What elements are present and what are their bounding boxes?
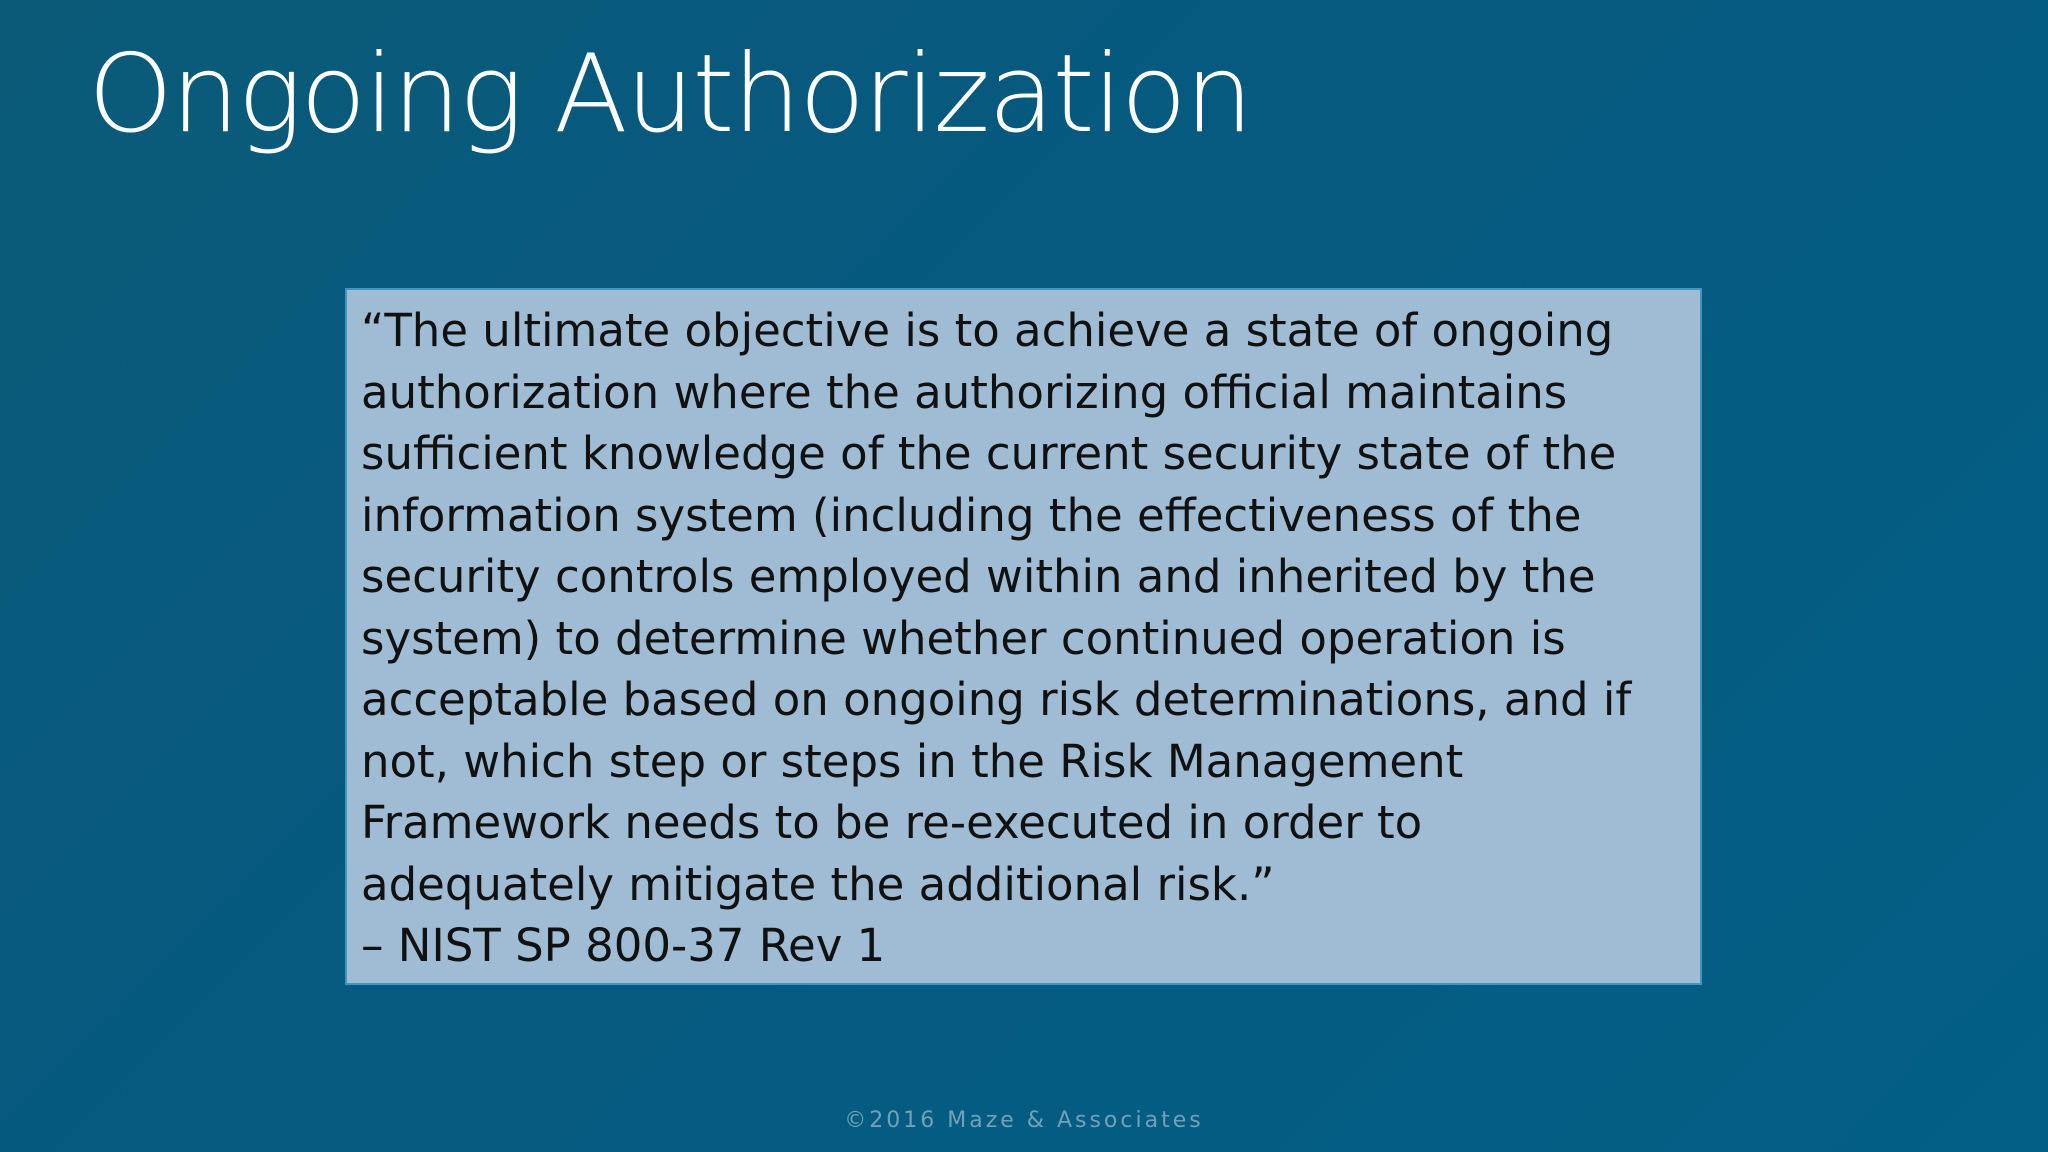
quote-line: adequately mitigate the additional risk.” <box>361 857 1275 911</box>
quote-line: authorization where the authorizing official maintains <box>361 365 1568 419</box>
quote-line: acceptable based on ongoing risk determinations, and if <box>361 673 1632 726</box>
quote-line: sufficient knowledge of the current security state of the <box>361 427 1617 480</box>
copyright-footer: ©2016 Maze & Associates <box>844 1108 1204 1133</box>
slide-title: Ongoing Authorization <box>88 32 1252 157</box>
quote-line: security controls employed within and inherited by the <box>361 550 1596 603</box>
quote-line: information system (including the effectiveness of the <box>361 488 1582 542</box>
quote-line: not, which step or steps in the Risk Management <box>361 734 1464 788</box>
quote-box <box>345 288 1702 985</box>
quote-attribution: – NIST SP 800-37 Rev 1 <box>361 919 886 972</box>
quote-line: system) to determine whether continued operation is <box>361 611 1566 665</box>
quote-line: Framework needs to be re-executed in order to <box>361 796 1423 849</box>
quote-line: “The ultimate objective is to achieve a state of ongoing <box>361 304 1614 357</box>
